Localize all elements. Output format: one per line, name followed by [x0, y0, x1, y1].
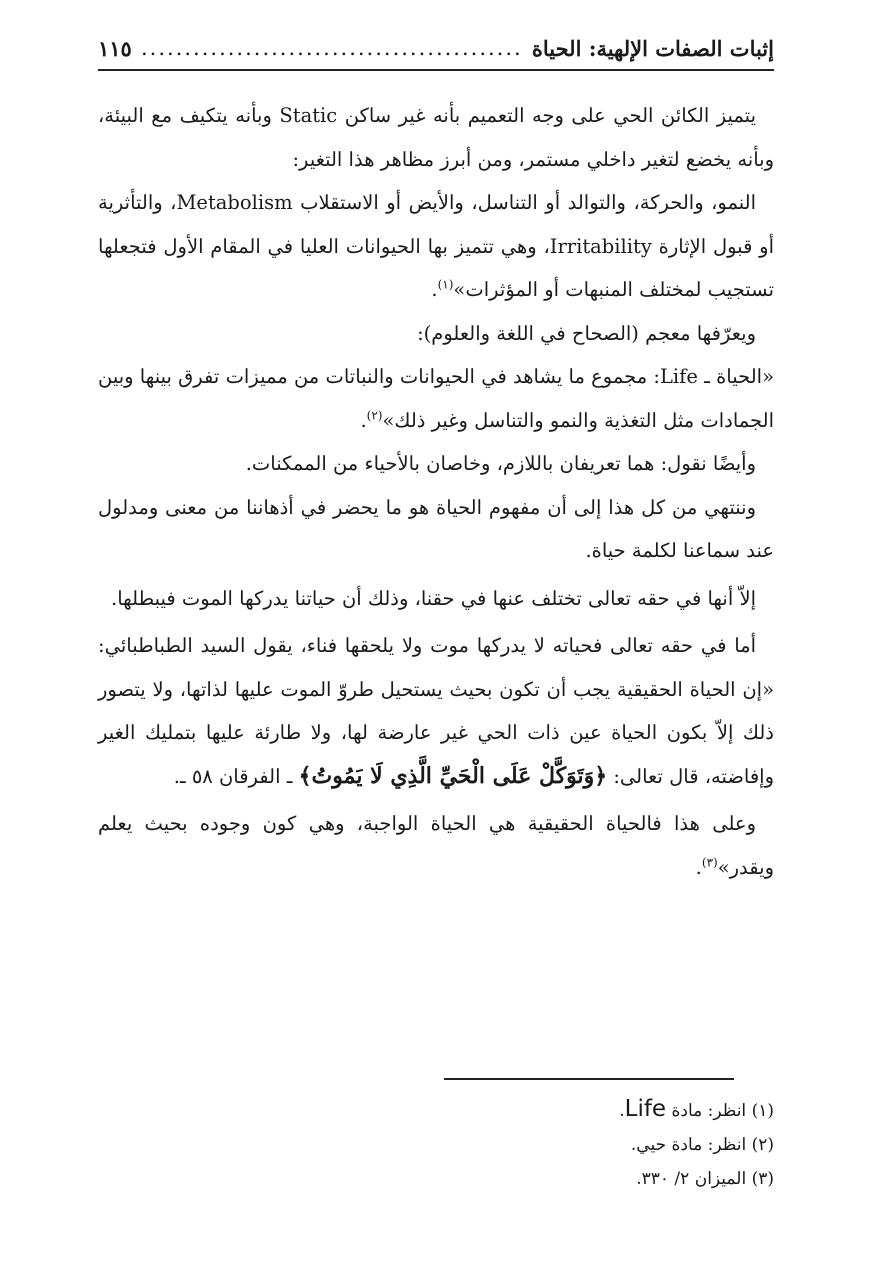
footnote-ref-1[interactable]: (١) [437, 277, 454, 292]
footnote-2: (٢) انظر: مادة حيي. [630, 1135, 774, 1155]
paragraph-2: النمو، والحركة، والتوالد أو التناسل، والأيض أو الاستقلاب Metabolism، والتأثرية أو قبول الإثارة Irritability، وهي تتميز بها الحيوانات العليا في المقام الأول فتجعلها تستجيب لمختلف المنبهات أو المؤثرات»$^{(١)}$. [98, 191, 775, 301]
footnote-ref-3[interactable]: (٣) [701, 855, 718, 869]
body-text [98, 94, 774, 889]
running-head-title: إثبات الصفات الإلهية: الحياة [531, 35, 774, 61]
quran-verse: ﴿وَتَوَكَّلْ عَلَى الْحَيِّ الَّذِي لَا يَمُوتُ﴾ [298, 762, 608, 789]
page-number: ١١٥ [98, 35, 132, 61]
footnote-ref-2[interactable]: (٢) [366, 408, 383, 422]
header-rule [98, 69, 774, 71]
leader-dots: ............................................ [141, 36, 523, 60]
footnotes [98, 1092, 774, 1196]
paragraph-8: أما في حقه تعالى فحياته لا يدركها موت ولا يلحقها فناء، يقول السيد الطباطبائي: «إن الحياة الحقيقية يجب أن تكون بحيث يستحيل طروّ الموت عليها لذاتها، ولا يتصور ذلك إلاّ بكون الحياة عين ذات الحي غير عارضة لها، ولا طارئة عليها بتمليك الغير وإفاضته، قال تعالى: ﴿وَتَوَكَّلْ عَلَى الْحَيِّ الَّذِي لَا يَمُوتُ﴾ ـ الفرقان ٥٨ ـ. [98, 634, 774, 789]
footnote-rule [444, 1078, 734, 1080]
paragraph-3: ويعرّفها معجم (الصحاح في اللغة والعلوم): [417, 321, 756, 345]
paragraph-1: يتميز الكائن الحي على وجه التعميم بأنه غير ساكن Static وبأنه يتكيف مع البيئة، وبأنه يخضع لتغير داخلي مستمر، ومن أبرز مظاهر هذا التغير: [98, 104, 774, 171]
paragraph-6: وننتهي من كل هذا إلى أن مفهوم الحياة هو ما يحضر في أذهاننا من معنى ومدلول عند سماعنا لكلمة حياة. [98, 495, 774, 562]
paragraph-5: وأيضًا نقول: هما تعريفان باللازم، وخاصان بالأحياء من الممكنات. [245, 452, 756, 475]
running-head [98, 30, 774, 66]
paragraph-9: وعلى هذا فالحياة الحقيقية هي الحياة الواجبة، وهي كون وجوده بحيث يعلم ويقدر»$^{(٣)}$. [98, 812, 774, 879]
paragraph-7: إلاّ أنها في حقه تعالى تختلف عنها في حقنا، وذلك أن حياتنا يدركها الموت فيبطلها. [111, 586, 756, 610]
paragraph-4: «الحياة ـ Life: مجموع ما يشاهد في الحيوانات والنباتات من مميزات تفرق بينها وبين الجمادات مثل التغذية والنمو والتناسل وغير ذلك»$^{(٢)}$. [98, 365, 775, 432]
footnote-3: (٣) الميزان ٢/ ٣٣٠. [636, 1169, 774, 1189]
footnote-1: (١) انظر: مادة Life. [619, 1096, 774, 1122]
